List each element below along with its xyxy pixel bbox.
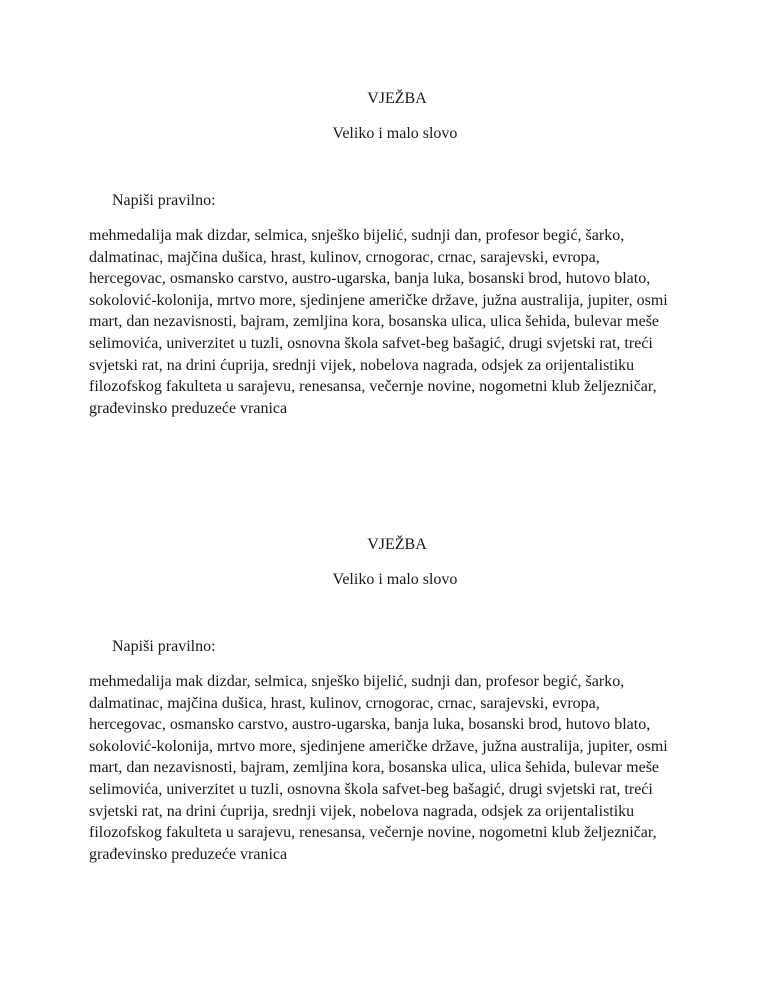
exercise-subtitle: Veliko i malo slovo [332,571,458,588]
exercise-section-1 [0,88,768,419]
exercise-instruction: Napiši pravilno: [112,192,216,209]
exercise-text: mehmedalija mak dizdar, selmica, snješko bijelić, sudnji dan, profesor begić, šarko, dalmatinac, majčina dušica, hrast, kulinov, crnogorac, crnac, sarajevski, evropa, hercegovac, osmansko carstvo, austro-ugarska, banja luka, bosanski brod, hutovo blato, sokolović-kolonija, mrtvo more, sjedinjene američke države, južna australija, jupiter, osmi mart, dan nezavisnosti, bajram, zemljina kora, bosanska ulica, ulica šehida, bulevar meše selimovića, univerzitet u tuzli, osnovna škola safvet-beg bašagić, drugi svjetski rat, treći svjetski rat, na drini ćuprija, srednji vijek, nobelova nagrada, odsjek za orijentalistiku filozofskog fakulteta u sarajevu, renesansa, večernje novine, nogometni klub željezničar, građevinsko preduzeće vranica [89,227,668,417]
exercise-section-2 [0,534,768,865]
exercise-title: VJEŽBA [367,90,427,107]
exercise-text: mehmedalija mak dizdar, selmica, snješko bijelić, sudnji dan, profesor begić, šarko, dalmatinac, majčina dušica, hrast, kulinov, crnogorac, crnac, sarajevski, evropa, hercegovac, osmansko carstvo, austro-ugarska, banja luka, bosanski brod, hutovo blato, sokolović-kolonija, mrtvo more, sjedinjene američke države, južna australija, jupiter, osmi mart, dan nezavisnosti, bajram, zemljina kora, bosanska ulica, ulica šehida, bulevar meše selimovića, univerzitet u tuzli, osnovna škola safvet-beg bašagić, drugi svjetski rat, treći svjetski rat, na drini ćuprija, srednji vijek, nobelova nagrada, odsjek za orijentalistiku filozofskog fakulteta u sarajevu, renesansa, večernje novine, nogometni klub željezničar, građevinsko preduzeće vranica [89,673,668,863]
exercise-subtitle: Veliko i malo slovo [332,125,458,142]
exercise-title: VJEŽBA [367,536,427,553]
exercise-instruction: Napiši pravilno: [112,638,216,655]
